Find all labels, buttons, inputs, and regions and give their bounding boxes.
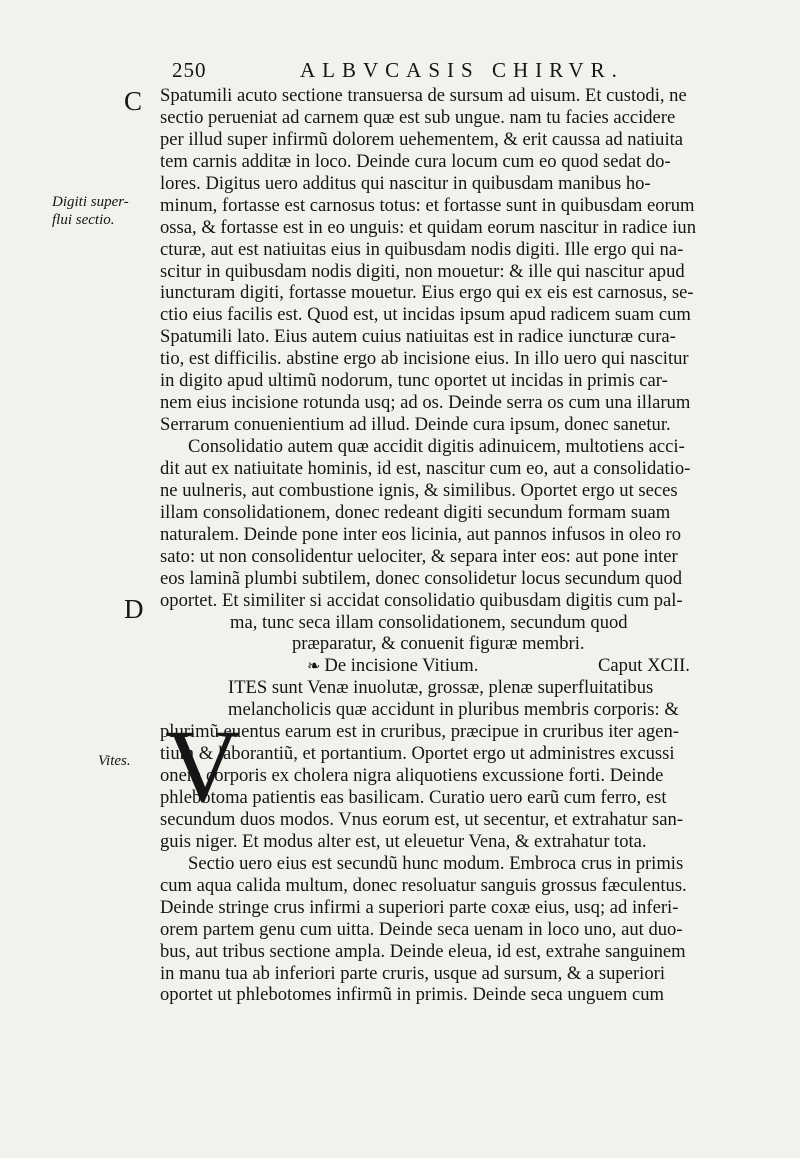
text-line: nem eius incisione rotunda usq; ad os. Deinde serra os cum una illarum [160, 392, 691, 414]
chapter-heading [160, 655, 770, 677]
text-line: tium & laborantiũ, et portantium. Oportet ergo ut administres excussi [160, 743, 675, 765]
text-line: Spatumili lato. Eius autem cuius natiuitas est in radice iuncturæ cura- [160, 326, 676, 348]
text-line: scitur in quibusdam nodis digiti, non mouetur: & ille qui nascitur apud [160, 260, 685, 282]
text-line: secundum duos modos. Vnus eorum est, ut secentur, et extrahatur san- [160, 808, 684, 830]
text-line: ITES sunt Venæ inuolutæ, grossæ, plenæ superfluitatibus [228, 677, 654, 699]
text-line: cturæ, aut est natiuitas eius in quibusdam nodis digiti. Ille ergo qui na- [160, 238, 684, 260]
text-line: ctio eius facilis est. Quod est, ut incidas ipsum apud radicem suam cum [160, 304, 691, 326]
text-line: in digito apud ultimũ nodorum, tunc oportet ut incidas in primis car- [160, 370, 668, 392]
text-line: guis niger. Et modus alter est, ut eleuetur Vena, & extrahatur tota. [160, 830, 647, 852]
text-line: in manu tua ab inferiori parte cruris, usque ad sursum, & a superiori [160, 962, 665, 984]
text-line: eos laminã plumbi subtilem, donec consolidetur locus secundum quod [160, 567, 683, 589]
text-line: dit aut ex natiuitate hominis, id est, nascitur cum eo, aut a consolidatio- [160, 457, 691, 479]
main-text [160, 85, 770, 1006]
pilcrow-icon: ❧ [307, 658, 321, 676]
text-line: Serrarum conuenientium ad illud. Deinde cura ipsum, donec sanetur. [160, 414, 671, 436]
running-title: ALBVCASIS CHIRVR. [300, 58, 624, 82]
text-line: ma, tunc seca illam consolidationem, secundum quod [230, 611, 628, 633]
chapter-title: De incisione Vitium. [324, 655, 479, 677]
text-line: tem carnis additæ in loco. Deinde cura locum cum eo quod sedat do- [160, 150, 671, 172]
drop-capital: V [165, 709, 241, 824]
text-line: minum, fortasse est carnosus totus: et fortasse sunt in quibusdam eorum [160, 194, 695, 216]
text-line: phlebotoma patientis eas basilicam. Curatio uero earũ cum ferro, est [160, 787, 667, 808]
text-line: oportet ut phlebotomes infirmũ in primis. Deinde seca unguem cum [160, 984, 664, 1006]
section-letter-d: D [124, 594, 144, 624]
text-line: naturalem. Deinde pone inter eos licinia, aut pannos infusos in oleo ro [160, 523, 682, 545]
margin-note-digiti-2: flui sectio. [52, 212, 115, 228]
text-line: orem partem genu cum uitta. Deinde seca uenam in loco uno, aut duo- [160, 918, 683, 940]
margin-note-digiti-1: Digiti super- [52, 194, 129, 210]
text-line: iuncturam digiti, fortasse mouetur. Eius ergo qui ex eis est carnosus, se- [160, 282, 694, 304]
text-line: tio, est difficilis. abstine ergo ab incisione eius. In illo uero qui nascitur [160, 348, 689, 370]
text-line: Consolidatio autem quæ accidit digitis adinuicem, multotiens acci- [188, 436, 685, 457]
page-number: 250 [172, 58, 207, 82]
text-line: sectio perueniat ad carnem quæ est sub ungue. nam tu facies accidere [160, 106, 676, 128]
text-line: per illud super infirmũ dolorem uehementem, & erit caussa ad natiuita [160, 128, 684, 150]
chapter-number: Caput XCII. [598, 655, 690, 677]
margin-note-vites: Vites. [98, 753, 131, 769]
text-line: ne uulneris, aut combustione ignis, & similibus. Oportet ergo ut seces [160, 479, 678, 501]
text-line: cum aqua calida multum, donec resoluatur sanguis grossus fæculentus. [160, 874, 687, 896]
text-line: Sectio uero eius est secundũ hunc modum. Embroca crus in primis [188, 852, 684, 874]
text-line: illam consolidationem, donec redeant digiti secundum formam suam [160, 501, 671, 523]
text-line: sato: ut non consolidentur uelociter, & separa inter eos: aut pone inter [160, 545, 678, 567]
text-line: Spatumili acuto sectione transuersa de sursum ad uisum. Et custodi, ne [160, 85, 687, 106]
text-line: oportet. Et similiter si accidat consolidatio quibusdam digitis cum pal- [160, 589, 683, 611]
text-line: onem corporis ex cholera nigra aliquotiens excussione forti. Deinde [160, 765, 664, 787]
text-line: melancholicis quæ accidunt in pluribus membris corporis: & [228, 699, 679, 721]
text-line: ossa, & fortasse est in eo unguis: et quidam eorum nascitur in radice iun [160, 216, 696, 238]
text-line: plurimũ euentus earum est in cruribus, præcipue in cruribus iter agen- [160, 721, 679, 743]
text-line: lores. Digitus uero additus qui nascitur in quibusdam manibus ho- [160, 172, 651, 194]
text-line: bus, aut tribus sectione ampla. Deinde eleua, id est, extrahe sanguinem [160, 940, 686, 962]
section-letter-c: C [124, 86, 143, 116]
text-line: Deinde stringe crus infirmi a superiori parte coxæ eius, usq; ad inferi- [160, 896, 679, 918]
text-line: præparatur, & conuenit figuræ membri. [292, 633, 585, 655]
